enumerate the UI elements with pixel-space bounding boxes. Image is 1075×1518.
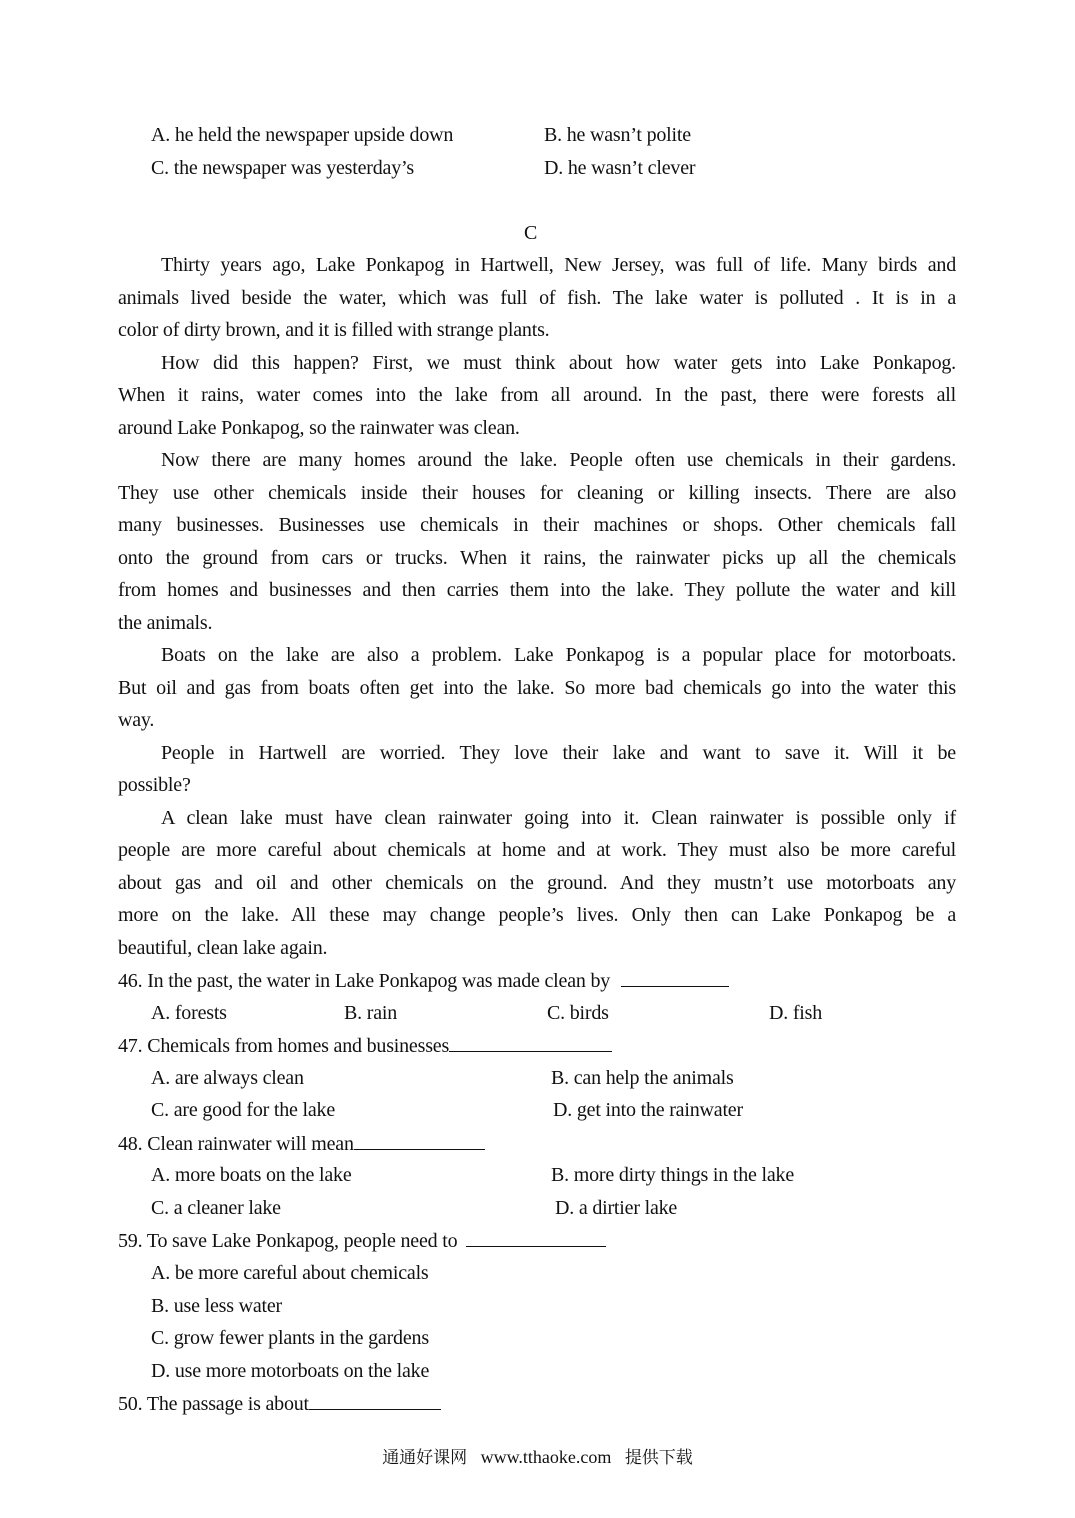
prev-option-c: C. the newspaper was yesterday’s [151,157,414,179]
prev-option-b: B. he wasn’t polite [544,124,691,146]
footer-url-link[interactable]: www.tthaoke.com [480,1447,612,1467]
passage-line: People in Hartwell are worried. They love their lake and want to save it. Will it be [161,742,956,764]
option-b: B. more dirty things in the lake [551,1164,795,1186]
passage-line: onto the ground from cars or trucks. When it rains, the rainwater picks up all the chemicals [118,547,956,569]
question-stem: 47. Chemicals from homes and businesses [118,1033,612,1058]
footer-suffix: 提供下载 [624,1448,693,1468]
answer-blank[interactable] [466,1228,606,1247]
option-c: C. are good for the lake [151,1099,336,1121]
passage-line: A clean lake must have clean rainwater going into it. Clean rainwater is possible only if [161,807,956,829]
page-footer [0,1446,1075,1469]
prev-option-a: A. he held the newspaper upside down [151,124,454,146]
passage-line: Thirty years ago, Lake Ponkapog in Hartwell, New Jersey, was full of life. Many birds and [161,254,956,276]
option-a: A. be more careful about chemicals [151,1262,429,1284]
passage-line: more on the lake. All these may change people’s lives. Only then can Lake Ponkapog be a [118,904,956,926]
passage-line: possible? [118,774,191,796]
passage-line: many businesses. Businesses use chemicals in their machines or shops. Other chemicals fall [118,514,956,536]
passage-line: beautiful, clean lake again. [118,937,328,959]
passage-line: about gas and oil and other chemicals on the ground. And they mustn’t use motorboats any [118,872,956,894]
question-stem: 50. The passage is about [118,1391,441,1416]
prev-option-d: D. he wasn’t clever [544,157,696,179]
option-c: C. birds [547,1002,609,1024]
option-b: B. rain [344,1002,398,1024]
passage-line: Now there are many homes around the lake. People often use chemicals in their gardens. [161,449,956,471]
passage-line: the animals. [118,612,213,634]
section-label: C [524,222,538,244]
passage-line: animals lived beside the water, which was full of fish. The lake water is polluted . It is in a [118,287,956,309]
passage-line: They use other chemicals inside their houses for cleaning or killing insects. There are also [118,482,956,504]
question-stem: 46. In the past, the water in Lake Ponkapog was made clean by [118,968,729,993]
passage-line: from homes and businesses and then carries them into the lake. They pollute the water and kill [118,579,956,601]
option-d: D. get into the rainwater [553,1099,743,1121]
option-d: D. use more motorboats on the lake [151,1360,430,1382]
answer-blank[interactable] [621,968,729,987]
passage-line: color of dirty brown, and it is filled with strange plants. [118,319,550,341]
option-b: B. can help the animals [551,1067,734,1089]
passage-line: But oil and gas from boats often get into the lake. So more bad chemicals go into the water this [118,677,956,699]
option-a: A. more boats on the lake [151,1164,352,1186]
option-c: C. grow fewer plants in the gardens [151,1327,429,1349]
passage-line: How did this happen? First, we must think about how water gets into Lake Ponkapog. [161,352,956,374]
option-b: B. use less water [151,1295,283,1317]
passage-line: around Lake Ponkapog, so the rainwater was clean. [118,417,520,439]
answer-blank[interactable] [309,1391,441,1410]
passage-line: When it rains, water comes into the lake from all around. In the past, there were forests all [118,384,956,406]
passage-line: way. [118,709,155,731]
footer-site-name: 通通好课网 [382,1448,468,1468]
option-a: A. forests [151,1002,227,1024]
option-c: C. a cleaner lake [151,1197,281,1219]
option-a: A. are always clean [151,1067,304,1089]
answer-blank[interactable] [449,1033,612,1052]
passage-line: Boats on the lake are also a problem. Lake Ponkapog is a popular place for motorboats. [161,644,956,666]
option-d: D. fish [769,1002,823,1024]
question-stem: 59. To save Lake Ponkapog, people need to [118,1228,606,1253]
option-d: D. a dirtier lake [555,1197,678,1219]
question-stem: 48. Clean rainwater will mean [118,1131,485,1156]
answer-blank[interactable] [354,1131,485,1150]
passage-line: people are more careful about chemicals at home and at work. They must also be more careful [118,839,956,861]
